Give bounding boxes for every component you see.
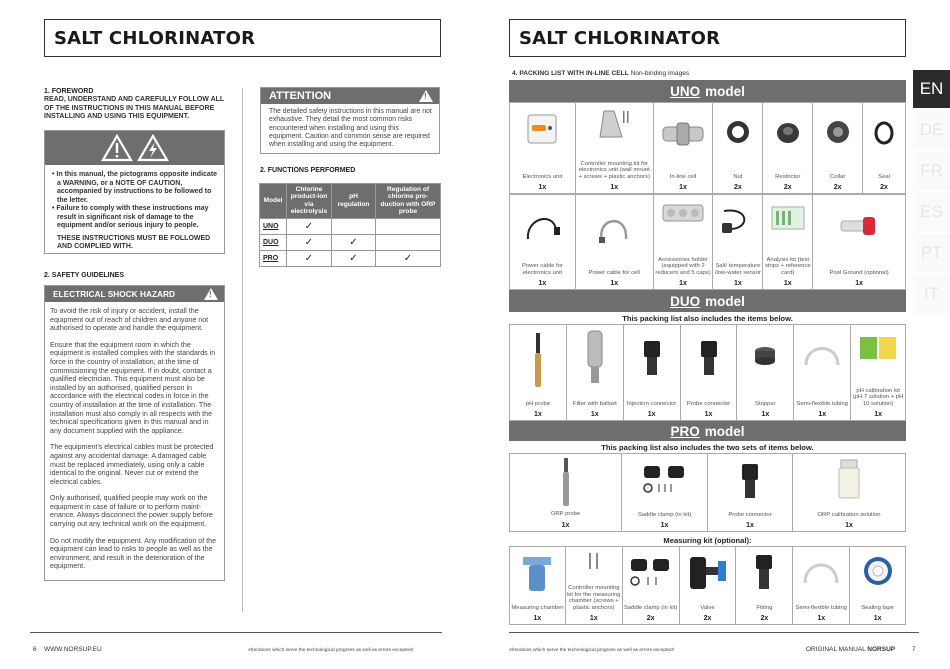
table-row [260,218,441,234]
functions-table [259,183,441,267]
warning-bullets [45,165,224,231]
check-mark [332,218,376,234]
uno-brand: UNO [670,83,701,99]
header-orp: Regulation of chlorine pro-duction with ORP probe [376,184,441,219]
accessories-holder-icon [661,199,705,227]
list-item: Semi-flexible tubing 1x [792,547,849,624]
table-row [260,234,441,250]
manual-label: ORIGINAL MANUAL NORSUP [806,646,896,653]
cell-cable-icon [594,209,634,245]
shock-paragraph: The equipment's electrical cables must be protected against any accidental damage. A damaged cable must be replaced immediately, using only a cable identical to the original. Never cut or extend the electrical cables. [50,443,214,486]
left-page-title [44,19,441,57]
attention-header [261,88,439,104]
right-page-number: 7 [912,646,916,653]
uno-model-bar [509,80,906,102]
warning-bullet: • Failure to comply with these instructions may result in significant risk of damage to the equipment and/or serious injury to people. [52,205,209,229]
list-item: ORP probe 1x [509,454,621,531]
list-item: Controller mounting kit for the measuring chamber (screws + plastic anchors) 1x [565,547,622,624]
list-item: Salt/ temperature /low-water sensor 1x [712,195,762,289]
stopper-icon [753,345,777,367]
language-tab-it[interactable]: IT [913,275,950,313]
right-title-text: SALT CHLORINATOR [519,27,721,49]
language-tab-es[interactable]: ES [913,193,950,231]
screws-icon [586,551,602,571]
orp-probe-icon [560,456,572,508]
list-item: ORP calibration solution 1x [792,454,905,531]
list-item: Valve 2x [679,547,736,624]
list-item: Accessories holder (equipped with 2 reducers and 5 caps) 1x [653,195,713,289]
row-model-pro: PRO [260,250,287,266]
saddle-clamp-icon [640,462,690,494]
ph-calibration-kit-icon [858,333,898,361]
language-tab-fr[interactable]: FR [913,152,950,190]
ph-probe-icon [531,331,545,391]
foreword-heading: 1. FOREWORD [44,88,94,95]
measuring-chamber-icon [521,551,553,595]
power-cable-icon [522,209,562,243]
left-footer-note: Alterations which serve the technological progress as well as errors excepted! [248,648,414,653]
list-item: Restrictor 2x [762,103,812,193]
attention-text: The detailed safety instructions in this manual are not exhaustive. They detail the most common risks encountered when installing and using this equipment. Caution and common sense are required when installing and using the equipment. [269,108,432,149]
saddle-clamp-icon [627,555,675,587]
warning-icon [204,288,218,300]
uno-label: model [705,83,745,99]
language-tab-pt[interactable]: PT [913,234,950,272]
tubing-icon [802,339,842,369]
table-row [260,250,441,266]
measuring-heading: Measuring kit (optional): [663,536,752,545]
language-tab-en[interactable]: EN [913,70,950,108]
list-item: pH probe 1x [509,325,566,420]
check-mark: ✓ [332,234,376,250]
check-mark: ✓ [332,250,376,266]
shock-paragraph: Ensure that the equipment room in which the equipment is installed complies with the standards in force in the country of installation, at the time of commissioning the equipment. If in doubt, contact a qualified electrician. This equipment must also be installed by an authorised, qualified person in accordance with the electrical codes in force in the country of installation at the time of installation. The installation must also comply in all respects with the technical specifications given in this manual and in any document supplied with the appliance. [50,340,216,435]
nut-icon [725,119,751,145]
list-item: Saddle clamp (in kit) 2x [622,547,679,624]
list-item: Sealing tape 1x [849,547,905,624]
warning-box [44,130,225,254]
packing-note: Non-binding images [630,70,690,77]
row-model-duo: DUO [260,234,287,250]
shock-paragraph: Only authorised, qualified people may work on the equipment in case of failure or to perform maint-enance. Always disconnect the power supply before carrying out any technical work on the equipment. [50,494,213,529]
measuring-items-row [509,546,906,625]
tubing-icon [801,555,841,587]
shock-paragraph: Do not modify the equipment. Any modification of the equipment can lead to risks to people as well as the environment, and result in the deterioration of the equipment. [50,536,217,571]
valve-icon [688,551,728,595]
language-tab-de[interactable]: DE [913,111,950,149]
list-item: Semi-flexible tubing 1x [793,325,850,420]
row-model-uno: UNO [260,218,287,234]
packing-heading-text: 4. PACKING LIST WITH IN-LINE CELL [512,70,629,77]
brand-name: NORSUP [867,646,896,653]
header-chlorine: Chlorine product-ion via electrolysis [287,184,332,219]
foreword-text: READ, UNDERSTAND AND CAREFULLY FOLLOW ALL OF THE INSTRUCTIONS IN THIS MANUAL BEFORE INSTALLING AND USING THIS EQUIPMENT. [44,96,225,121]
warning-note: THESE INSTRUCTIONS MUST BE FOLLOWED AND COMPLIED WITH. [57,234,211,250]
in-line-cell-icon [661,121,705,147]
warning-icon [419,90,433,102]
list-item: Stopper 1x [736,325,793,420]
duo-note: This packing list also includes the items below. [622,314,793,323]
shock-hazard-body [45,302,224,571]
safety-heading: 2. SAFETY GUIDELINES [44,272,124,279]
pro-label: model [704,423,745,439]
attention-title: ATTENTION [269,90,332,102]
pro-brand: PRO [670,423,700,439]
list-item: Filter with ballast 1x [566,325,623,420]
mounting-kit-icon [596,107,632,141]
website-link[interactable]: WWW.NORSUP.EU [44,646,102,653]
filter-icon [584,329,606,385]
sealing-tape-icon [862,555,894,587]
warning-pictograms [45,131,224,165]
list-item: Collar 2x [812,103,862,193]
injection-connector-icon [642,339,662,379]
list-item: Probe connector 1x [680,325,737,420]
check-mark: ✓ [287,218,332,234]
analysis-kit-icon [770,203,806,233]
duo-brand: DUO [670,293,701,309]
electric-hazard-icon [137,134,169,162]
list-item: Electronics unit 1x [509,103,575,193]
pool-ground-icon [837,209,881,243]
shock-paragraph: To avoid the risk of injury or accident, install the equipment out of reach of children and anyone not authorised to operate and handle the equipment. [50,307,209,333]
check-mark [376,218,441,234]
header-model: Model [260,184,287,219]
fitting-icon [754,553,774,593]
pro-items-row [509,453,906,532]
check-mark: ✓ [376,250,441,266]
list-item: Nut 2x [712,103,762,193]
list-item: Power cable for cell 1x [575,195,653,289]
list-item: Saddle clamp (in kit) 1x [621,454,707,531]
list-item: Seal 2x [862,103,905,193]
list-item: In-line cell 1x [653,103,713,193]
orp-solution-icon [837,458,861,500]
list-item: Analysis kit (test strips + reference card) 1x [762,195,812,289]
header-ph: pH regulation [332,184,376,219]
warning-icon [101,134,133,162]
duo-model-bar [509,290,906,312]
left-footer-line [30,632,442,633]
probe-connector-icon [740,462,760,502]
list-item: Probe connector 1x [707,454,792,531]
right-footer-line [509,632,919,633]
functions-heading: 2. FUNCTIONS PERFORMED [260,167,356,174]
warning-bullet: • In this manual, the pictograms opposite indicate a WARNING, or a NOTE OF CAUTION, accompanied by instructions to be followed to the letter. [52,171,218,204]
list-item: Power cable for electronics unit 1x [509,195,575,289]
check-mark [376,234,441,250]
column-divider [242,88,243,612]
packing-heading [512,70,689,77]
list-item: Measuring chamber 1x [509,547,565,624]
left-page-number: 6 [33,646,37,653]
duo-items-row [509,324,906,421]
right-footer-note: Alterations which serve the technological progress as well as errors excepted! [509,648,675,653]
functions-header-row [260,184,441,219]
probe-connector-icon [699,339,719,379]
shock-hazard-header [45,286,224,302]
pro-model-bar [509,421,906,441]
right-page-title [509,19,906,57]
seal-icon [873,121,895,145]
restrictor-icon [775,121,801,145]
list-item: Fitting 2x [735,547,792,624]
list-item: Pool Ground (optional) 1x [812,195,905,289]
list-item: Controller mounting kit for electronics unit (wall mount + screws + plastic anchors) 1x [575,103,653,193]
collar-icon [825,119,851,145]
electronics-unit-icon [526,113,558,145]
attention-box [260,87,440,154]
shock-hazard-title: ELECTRICAL SHOCK HAZARD [53,289,175,299]
duo-label: model [705,293,745,309]
check-mark: ✓ [287,250,332,266]
uno-row-2 [509,194,906,290]
pro-note: This packing list also includes the two sets of items below. [601,443,814,452]
uno-row-1 [509,102,906,194]
shock-hazard-box [44,285,225,581]
list-item: pH calibration kit (pH 7 solution + pH 10 solution) 1x [850,325,905,420]
list-item: Injection connector 1x [623,325,680,420]
check-mark: ✓ [287,234,332,250]
sensor-icon [720,205,756,235]
left-title-text: SALT CHLORINATOR [54,27,256,49]
